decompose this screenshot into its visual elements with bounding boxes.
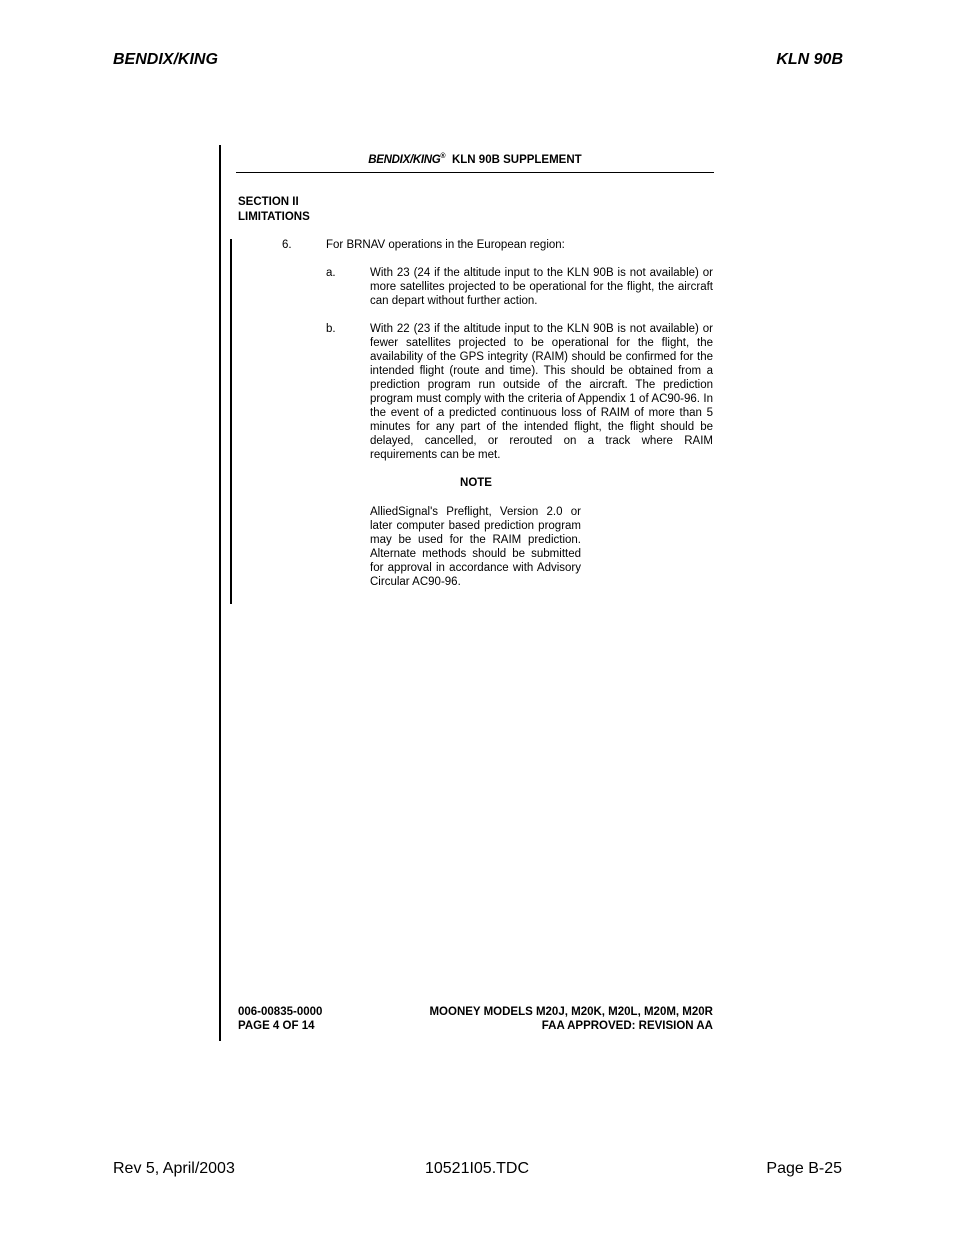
supplement-footer-right (429, 1005, 713, 1033)
document-number: 006-00835-0000 (238, 1006, 323, 1018)
section-number: SECTION II (238, 196, 299, 208)
section-heading (238, 195, 310, 225)
header-brand: BENDIX/KING (113, 51, 218, 68)
item-a-text: With 23 (24 if the altitude input to the KLN 90B is not available) or more satellites projected to be operational for the flight, the aircraft can depart without further action. (370, 267, 713, 307)
revision-change-bar (230, 239, 232, 604)
margin-rule (219, 145, 221, 1041)
file-name: 10521I05.TDC (424, 1160, 530, 1177)
supplement-footer-left (238, 1005, 322, 1033)
item-6-number: 6. (282, 239, 292, 251)
supplement-title (236, 153, 714, 166)
item-b-letter: b. (326, 323, 336, 335)
supplement-page-number: PAGE 4 OF 14 (238, 1020, 315, 1032)
revision-date: Rev 5, April/2003 (113, 1160, 235, 1177)
supplement-name: KLN 90B SUPPLEMENT (451, 153, 582, 166)
item-b-text: With 22 (23 if the altitude input to the KLN 90B is not available) or fewer satellites projected to be operational for the flight, the availability of the GPS integrity (RAIM) should be confirmed for the intended flight (route and time). This should be obtained from a prediction program run outside of the aircraft. The prediction program must comply with the criteria of Appendix 1 of AC90-96. In the event of a predicted continuous loss of RAIM of more than 5 minutes for any part of the intended flight, the flight should be delayed, cancelled, or rerouted on a track where RAIM requirements can be met. (370, 323, 713, 461)
item-6-text: For BRNAV operations in the European region: (326, 239, 565, 251)
supplement-brand: BENDIX/KING (368, 153, 441, 166)
registered-mark: ® (440, 153, 446, 160)
faa-approval: FAA APPROVED: REVISION AA (541, 1020, 713, 1032)
item-a-letter: a. (326, 267, 336, 279)
header-model: KLN 90B (776, 51, 843, 68)
title-underline (236, 172, 714, 173)
section-name: LIMITATIONS (238, 211, 310, 223)
aircraft-models: MOONEY MODELS M20J, M20K, M20L, M20M, M20R (429, 1006, 713, 1018)
page-number: Page B-25 (766, 1160, 842, 1177)
note-text: AlliedSignal's Preflight, Version 2.0 or later computer based prediction program may be used for the RAIM prediction. Alternate methods should be submitted for approval in accordance with Advisory Circular AC90-96. (370, 506, 581, 588)
note-heading: NOTE (460, 477, 492, 489)
